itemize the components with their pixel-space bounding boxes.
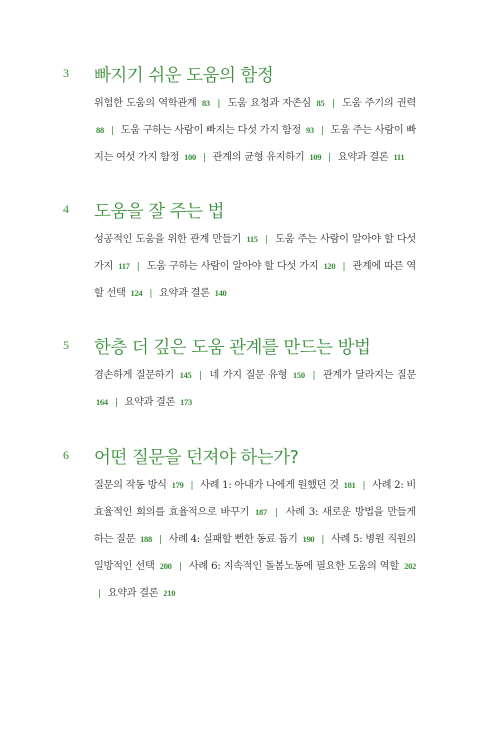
chapter-entries [94,226,416,307]
toc-entry-title: 도움 요청과 자존심 [227,98,311,109]
toc-entry-page: 202 [404,561,416,571]
entry-separator: | [312,371,316,381]
entry-separator: | [149,289,153,299]
entry-separator: | [114,398,118,408]
toc-entry-title: 관계에 따른 역할 선택 [94,261,416,299]
toc-entry-title: 관계의 균형 유지하기 [212,152,305,163]
entry-separator: | [110,126,114,136]
toc-entry-page: 100 [184,152,196,162]
toc-entry-page: 190 [302,534,315,544]
toc-entry [94,480,184,491]
toc-entry-title: 도움 구하는 사람이 빠지는 다섯 가지 함정 [120,125,301,136]
entry-separator: | [199,371,202,381]
toc-entry-title: 요약과 결론 [107,588,159,599]
chapter-title: 어떤 질문을 던져야 하는가? [94,448,299,468]
toc-entry-page: 150 [292,370,305,380]
chapter-entries [94,472,416,607]
toc-entry-title: 사례 3: 새로운 방법을 만들게 하는 질문 [94,507,416,545]
toc-entry-title: 도움 구하는 사람이 알아야 할 다섯 가지 [146,261,319,272]
toc-entry-page: 85 [316,98,325,108]
toc-entry-title: 성공적인 도움을 위한 관계 만들기 [94,234,241,245]
toc-entry-page: 173 [180,397,192,407]
toc-entry-page: 188 [140,534,152,544]
chapter-entries [94,90,416,171]
toc-entry-page: 187 [255,507,267,517]
toc-entry-page: 140 [214,288,227,298]
toc-entry-title: 도움 주는 사람이 알아야 할 다섯 가지 [94,234,416,272]
chapter-number: 4 [63,202,69,216]
toc-entry [189,561,416,572]
toc-entry-title: 요약과 결론 [124,397,176,408]
toc-entry-title: 도움 주기의 권력 [342,98,416,109]
toc-entry-page: 109 [309,152,322,162]
entry-separator: | [320,126,324,136]
toc-entry-page: 111 [393,152,405,162]
toc-entry [94,98,210,109]
toc-entry-title: 요약과 결론 [159,288,210,299]
chapter-title: 빠지기 쉬운 도움의 함정 [94,66,274,86]
toc-entry-page: 115 [246,234,258,244]
toc-entry-title: 사례 2: 비효율적인 회의를 효율적으로 바꾸기 [94,480,416,518]
toc-entry-page: 179 [171,480,184,490]
toc-entry [169,534,315,545]
toc-entry-title: 사례 6: 지속적인 돌봄노동에 필요한 도움의 역할 [188,561,399,572]
toc-entry [338,152,405,163]
entry-separator: | [342,262,346,272]
toc-entry [125,397,192,408]
entry-separator: | [321,535,325,545]
toc-entry-title: 사례 1: 아내가 나에게 원했던 것 [200,480,339,491]
toc-entry [147,261,336,272]
chapter-title: 도움을 잘 주는 법 [94,202,225,222]
entry-separator: | [178,562,182,572]
toc-entry [228,98,325,109]
toc-entry [210,370,305,381]
entry-separator: | [331,99,335,109]
chapter-number: 3 [63,66,69,80]
entry-separator: | [158,535,162,545]
toc-entry-page: 117 [118,261,130,271]
toc-entry-title: 사례 4: 실패할 뻔한 동료 돕기 [168,534,298,545]
toc-entry-title: 관계가 달라지는 질문 [322,370,416,381]
toc-entry-page: 145 [179,370,192,380]
chapter-number: 6 [63,448,69,462]
toc-entry-page: 93 [305,125,314,135]
toc-entry-title: 요약과 결론 [337,152,389,163]
toc-entry-page: 83 [201,98,210,108]
toc-entry [121,125,314,136]
entry-separator: | [98,589,101,599]
entry-separator: | [202,153,206,163]
toc-entry-title: 겸손하게 질문하기 [94,370,174,381]
toc-entry [94,234,258,245]
toc-entry-page: 88 [96,125,104,135]
toc-entry-title: 질문의 작동 방식 [94,480,167,491]
chapter-entries [94,362,416,416]
entry-separator: | [274,508,278,518]
toc-entry-page: 210 [163,588,176,598]
toc-entry [213,152,322,163]
entry-separator: | [217,99,221,109]
chapter-title: 한층 더 깊은 도움 관계를 만드는 방법 [94,338,371,358]
toc-entry [200,480,355,491]
toc-entry-title: 위험한 도움의 역학관계 [94,98,197,109]
toc-entry [159,288,226,299]
chapter-number: 5 [63,338,69,352]
entry-separator: | [265,235,268,245]
toc-entry [94,370,192,381]
toc-entry-title: 사례 5: 병원 직원의 일방적인 선택 [94,534,416,572]
toc-entry-page: 120 [323,261,336,271]
toc-entry-page: 181 [343,480,356,490]
toc-entry-page: 164 [96,397,108,407]
toc-entry-page: 200 [159,561,172,571]
toc-entry-title: 네 가지 질문 유형 [209,370,288,381]
toc-entry-page: 124 [130,288,143,298]
entry-separator: | [136,262,140,272]
entry-separator: | [190,481,194,491]
entry-separator: | [362,481,366,491]
toc-entry [108,588,175,599]
toc-entry-title: 도움 주는 사람이 빠지는 여섯 가지 함정 [94,125,416,163]
entry-separator: | [328,153,331,163]
